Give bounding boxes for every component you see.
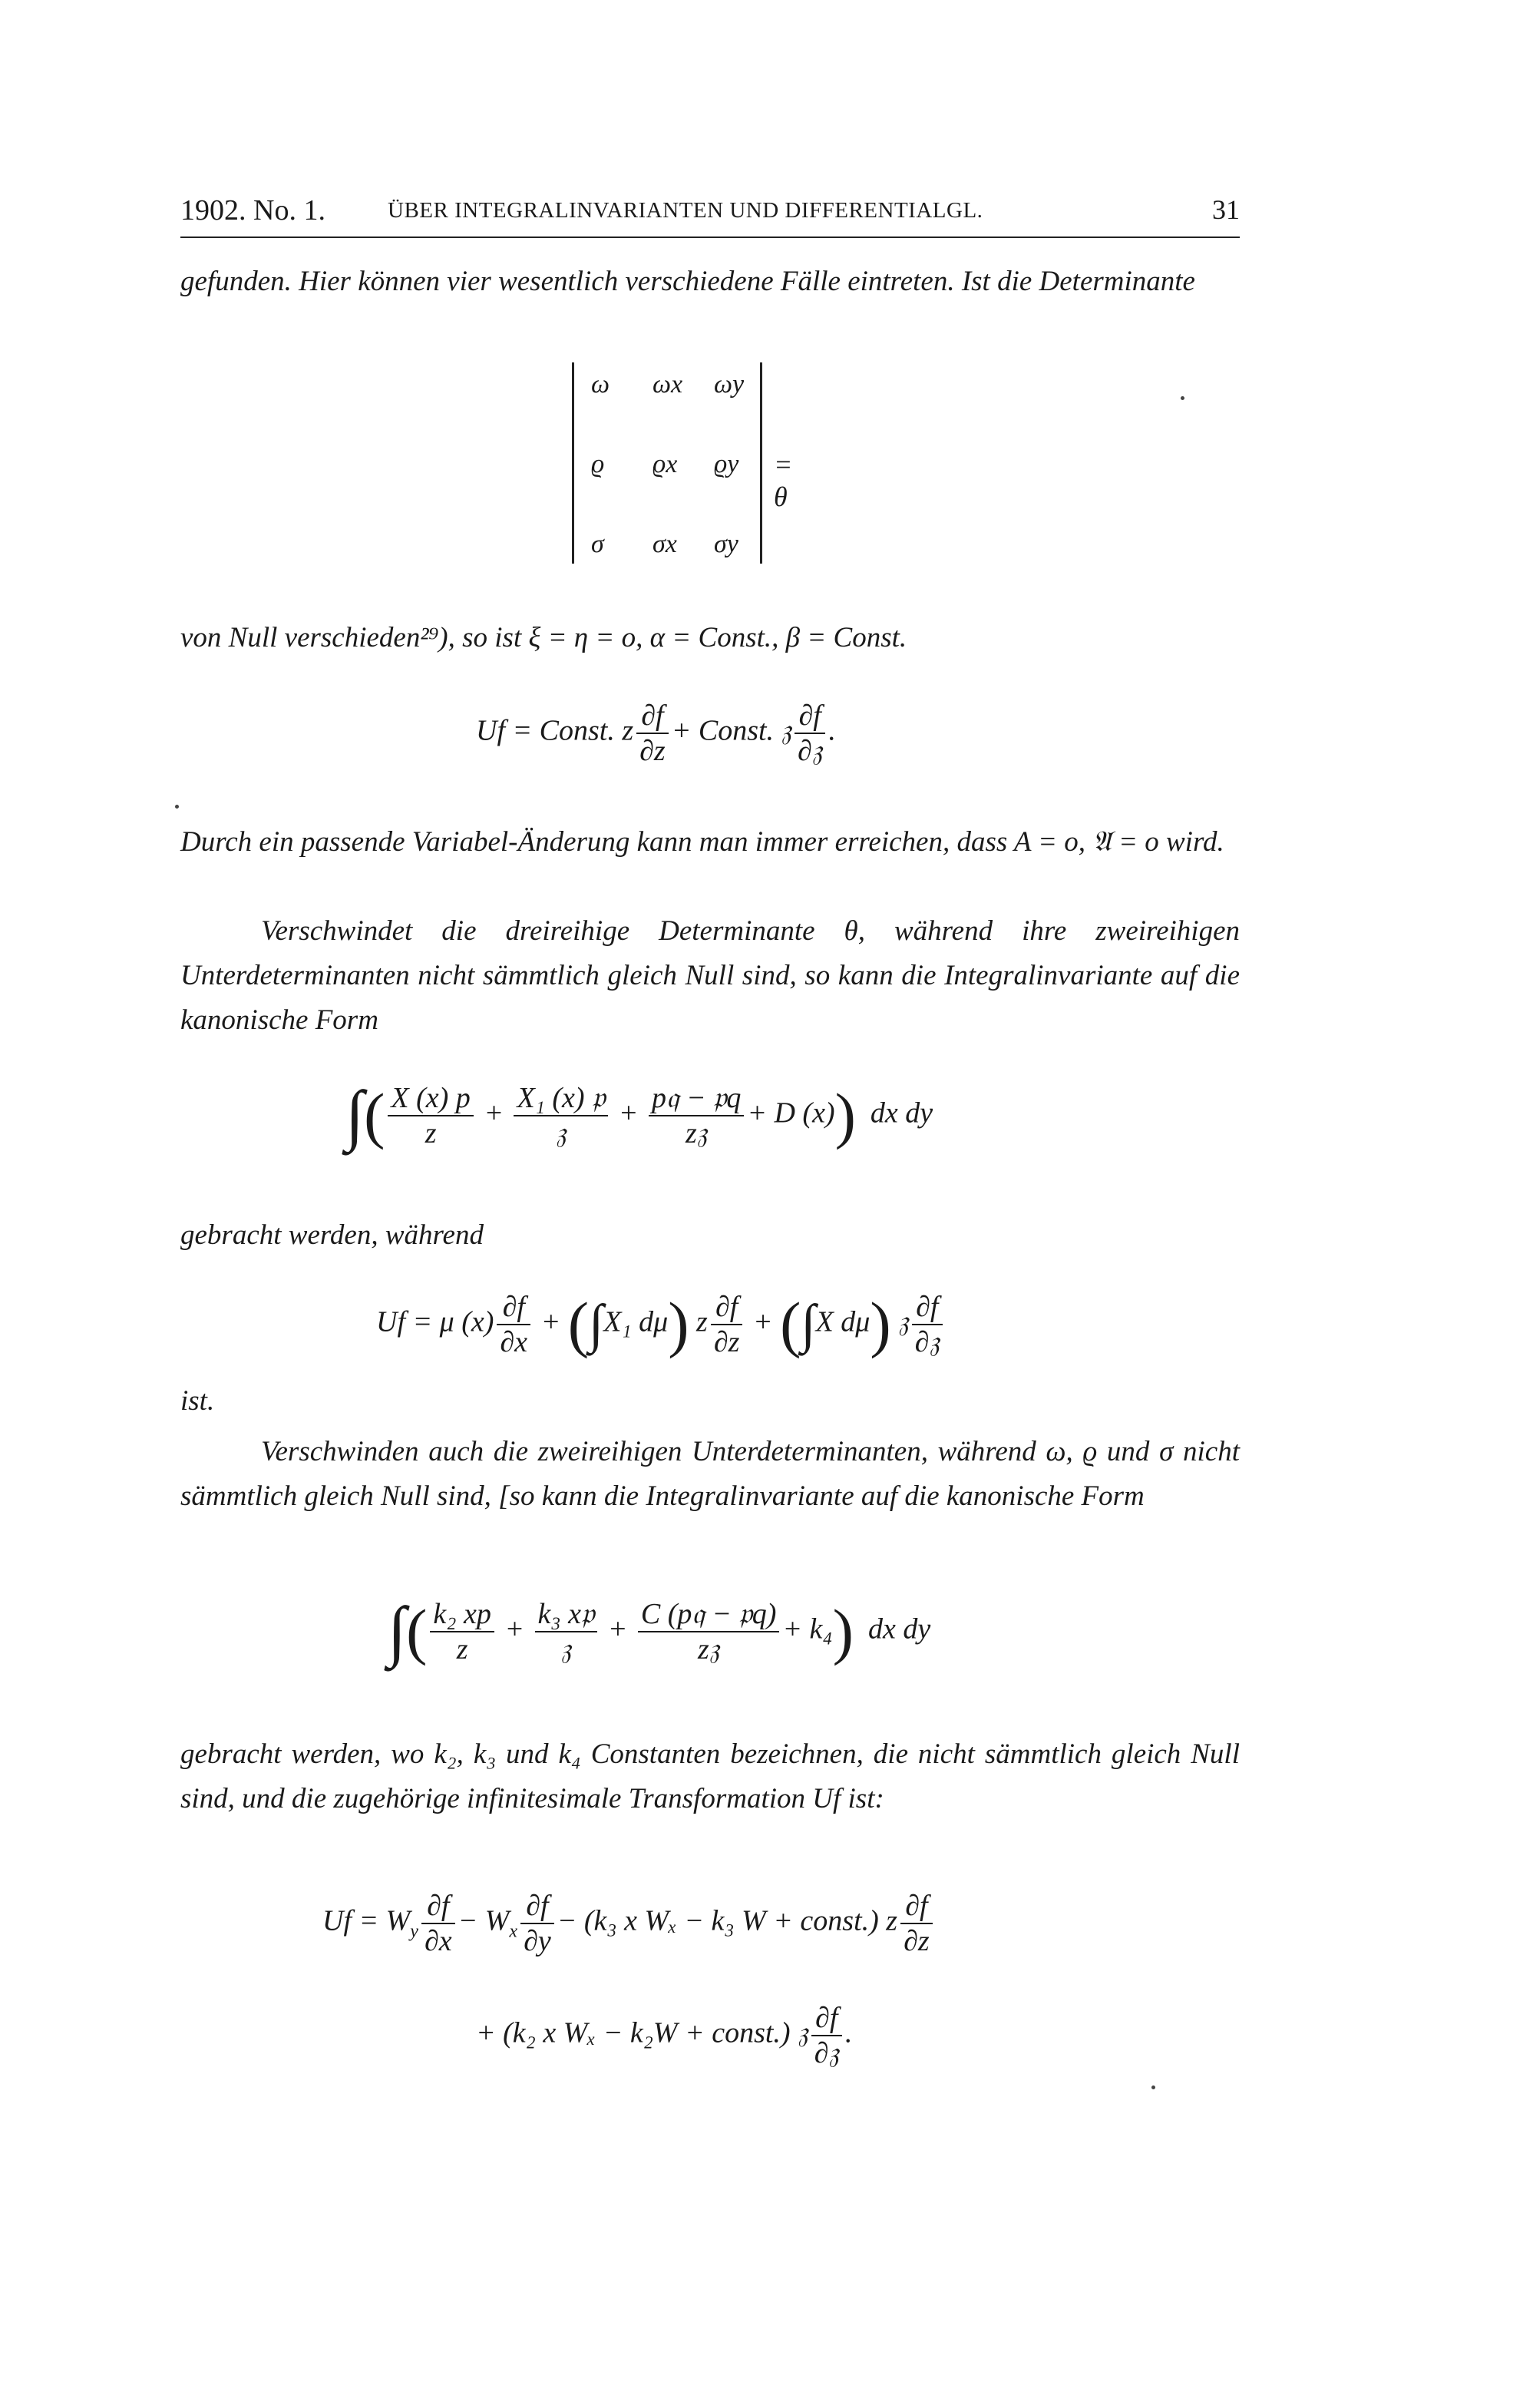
fraction-denominator: ∂x (500, 1326, 528, 1358)
fraction-numerator: ∂f (497, 1290, 530, 1325)
fraction-numerator: ∂f (421, 1889, 455, 1924)
fraction-denominator: ∂𝔷 (914, 1326, 940, 1358)
paren-open: ( (780, 1289, 801, 1359)
fraction-denominator: z𝔷 (697, 1633, 720, 1665)
paragraph-constants: gebracht werden, wo k₂, k₃ und k₄ Constanten bezeichnen, die nicht sämmtlich gleich Null sind, und die zugehörige infinitesimale Transformation Uf ist: (180, 1738, 1240, 1814)
formula-canonical-form-1: ∫( $\frac{X (x) p}{z}$ + $\frac{\text{X₁ (x) 𝔭}}{\text{𝔷}}$ + $\frac{\text{p𝔮 − 𝔭q}}{\text{z𝔷}}$ + D (x)) dx dy (345, 1078, 933, 1153)
formula-uf-mu: Uf = μ (x) $\frac{\partial f}{\partial x}$ + (∫X₁ dμ) z $\frac{\partial f}{\partial z}$ + (∫X dμ) 𝔷 $\frac{\partial f}{\text{∂𝔷}}$ (376, 1290, 946, 1359)
fraction (900, 1889, 933, 1958)
det-cell: ϱy (714, 450, 739, 478)
fraction (638, 1597, 780, 1666)
det-cell: ωx (652, 370, 683, 399)
det-cell: σy (714, 530, 738, 558)
formula-term: + (k₂ x Wₓ − k₂W + const.) 𝔷 (476, 2016, 808, 2049)
header-title: ÜBER INTEGRALINVARIANTEN UND DIFFERENTIALGL. (388, 198, 983, 223)
fraction (514, 1081, 608, 1150)
paragraph-two-row-vanish: Verschwinden auch die zweireihigen Unterdeterminanten, während ω, ϱ und σ nicht sämmtlich gleich Null sind, [so kann die Integralinvariante auf die kanonische Form (180, 1436, 1240, 1512)
page-number: 31 (1212, 194, 1240, 225)
paren-open: ( (567, 1289, 590, 1359)
fraction (430, 1597, 494, 1666)
running-header (180, 194, 1240, 238)
paragraph-ist: ist. (180, 1385, 215, 1417)
fraction-numerator: X₁ (x) 𝔭 (514, 1081, 608, 1116)
fraction-numerator: k₃ x𝔭 (535, 1597, 598, 1632)
fraction-numerator: X (x) p (388, 1081, 473, 1116)
formula-term: + k₄ (782, 1612, 833, 1646)
fraction (811, 2001, 842, 2070)
subscript: x (509, 1921, 518, 1942)
fraction-denominator: ∂z (904, 1925, 930, 1957)
paragraph-intro: gefunden. Hier können vier wesentlich verschiedene Fälle eintreten. Ist die Determinante (180, 266, 1195, 297)
fraction-denominator: z (456, 1633, 468, 1665)
determinant-left-bar (572, 362, 574, 564)
paren-open: ( (364, 1080, 385, 1150)
fraction-numerator: ∂f (900, 1889, 933, 1924)
determinant-equals-theta: = θ (774, 449, 793, 512)
paragraph-nonzero-case: von Null verschieden²⁹), so ist ξ = η = o, α = Const., β = Const. (180, 622, 907, 653)
fraction-denominator: 𝔷 (556, 1117, 567, 1149)
paren-close: ) (870, 1289, 891, 1359)
integral-sign: ∫ (388, 1594, 407, 1669)
formula-canonical-form-2: ∫( $\frac{\text{k₂ xp}}{z}$ + $\frac{\text{k₃ x𝔭}}{\text{𝔷}}$ + $\frac{\text{C (p𝔮 − 𝔭q)}}{\text{z𝔷}}$ + k₄) dx dy (388, 1594, 931, 1669)
integral-sign: ∫ (589, 1295, 604, 1354)
det-cell: ϱx (652, 450, 678, 478)
header-year-number: 1902. No. 1. (180, 194, 325, 227)
fraction-denominator: z𝔷 (685, 1117, 708, 1149)
integrand: X dμ (815, 1305, 871, 1338)
paragraph-brought: gebracht werden, während (180, 1219, 484, 1251)
paragraph-variable-change: Durch ein passende Variabel-Änderung kann man immer erreichen, dass A = o, 𝔄 = o wird. (180, 826, 1224, 858)
print-speck (1151, 2086, 1155, 2089)
fraction (535, 1597, 598, 1666)
paren-close: ) (832, 1596, 854, 1666)
fraction (649, 1081, 744, 1150)
formula-term: − (k₃ x Wₓ − k₃ W + const.) z (557, 1904, 898, 1937)
fraction-denominator: 𝔷 (560, 1633, 572, 1665)
print-speck (1181, 396, 1184, 400)
fraction-denominator: z (425, 1117, 437, 1149)
fraction-denominator: ∂𝔷 (798, 735, 823, 767)
fraction-numerator: p𝔮 − 𝔭q (649, 1081, 744, 1116)
formula-uf-continuation (476, 2001, 852, 2070)
det-cell: ϱ (591, 450, 605, 478)
fraction (421, 1889, 455, 1958)
det-cell: σx (652, 530, 677, 558)
formula-term: 𝔷 (898, 1305, 909, 1338)
fraction (388, 1081, 473, 1150)
fraction (711, 1290, 743, 1359)
fraction-numerator: C (p𝔮 − 𝔭q) (638, 1597, 780, 1632)
determinant-right-bar (760, 362, 762, 564)
fraction-denominator: ∂z (639, 735, 666, 767)
formula-uf-const (476, 699, 836, 768)
paren-open: ( (406, 1596, 428, 1666)
paren-close: ) (668, 1289, 689, 1359)
formula-term: . (844, 2016, 853, 2049)
subscript: y (410, 1921, 418, 1942)
formula-term: z (696, 1305, 708, 1338)
fraction-numerator: ∂f (912, 1290, 943, 1325)
det-cell: ω (591, 370, 610, 399)
formula-term: Uf = Const. z (476, 714, 634, 747)
paren-close: ) (834, 1080, 856, 1150)
fraction-numerator: k₂ xp (430, 1597, 494, 1632)
fraction-denominator: ∂z (713, 1326, 740, 1358)
formula-term: Uf = W (322, 1904, 411, 1937)
fraction-numerator: ∂f (520, 1889, 554, 1924)
fraction-denominator: ∂x (424, 1925, 452, 1957)
fraction (636, 699, 669, 768)
fraction-numerator: ∂f (711, 1290, 743, 1325)
differential: dx dy (867, 1612, 931, 1646)
det-cell: ωy (714, 370, 745, 399)
paragraph-three-row-determinant: Verschwindet die dreireihige Determinante θ, während ihre zweireihigen Unterdeterminanten nicht sämmtlich gleich Null sind, so kann die Integralinvariante auf die kanonische Form (180, 915, 1240, 1036)
differential: dx dy (870, 1096, 933, 1130)
formula-uf-w (322, 1889, 936, 1958)
fraction (497, 1290, 530, 1359)
fraction-denominator: ∂y (524, 1925, 551, 1957)
fraction-numerator: ∂f (636, 699, 669, 734)
formula-term: Uf = μ (x) (376, 1305, 494, 1338)
integrand: X₁ dμ (603, 1305, 669, 1338)
formula-term: + Const. 𝔷 (671, 714, 792, 747)
det-cell: σ (591, 530, 604, 558)
fraction (520, 1889, 554, 1958)
fraction (795, 699, 825, 768)
formula-term: − W (458, 1904, 510, 1937)
fraction-numerator: ∂f (795, 699, 825, 734)
fraction-numerator: ∂f (811, 2001, 842, 2036)
formula-term: + D (x) (747, 1096, 835, 1130)
print-speck (175, 805, 179, 809)
fraction (912, 1290, 943, 1359)
integral-sign: ∫ (801, 1295, 816, 1354)
integral-sign: ∫ (345, 1078, 365, 1153)
fraction-denominator: ∂𝔷 (814, 2037, 839, 2069)
formula-term: . (828, 714, 836, 747)
